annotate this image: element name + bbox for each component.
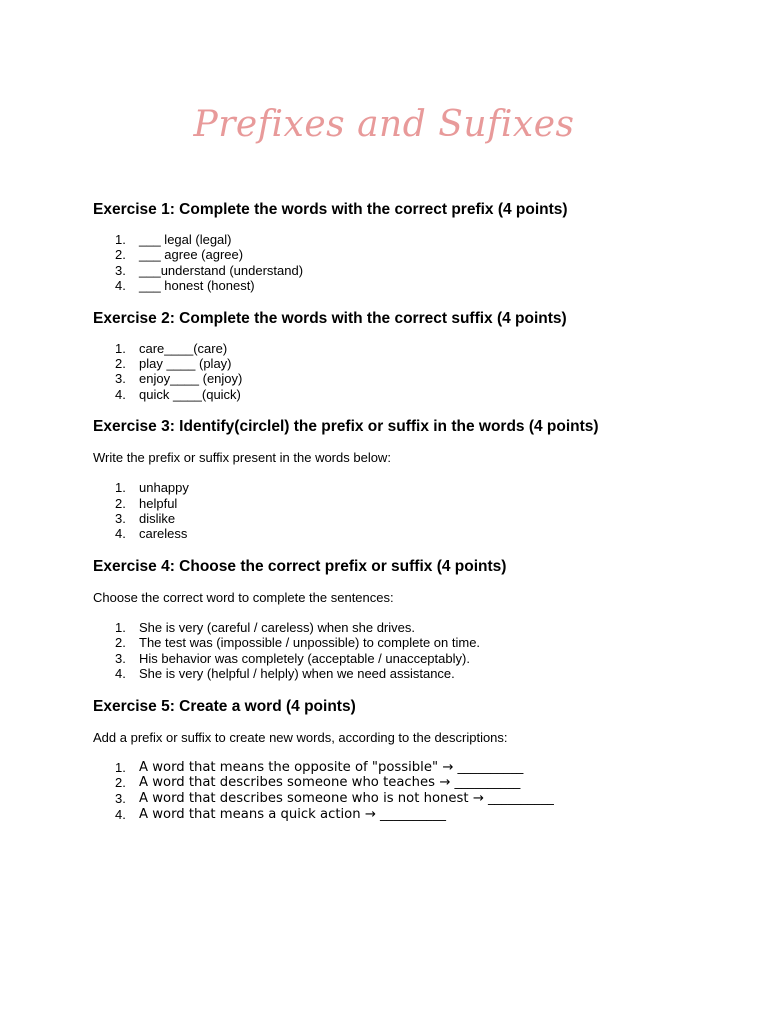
item-text: unhappy [139, 480, 189, 496]
worksheet-content [93, 199, 733, 823]
item-text: helpful [139, 495, 178, 511]
item-text: enjoy____ (enjoy) [139, 371, 243, 387]
list-item [93, 666, 733, 681]
item-text: A word that describes someone who teaches → __________ [139, 775, 521, 791]
list-item [93, 480, 733, 495]
item-text: She is very (helpful / helply) when we need assistance. [139, 666, 455, 682]
item-number: 1. [115, 759, 126, 775]
item-number: 3. [115, 371, 126, 387]
list-item [93, 263, 733, 278]
exercise-3-instructions: Write the prefix or suffix present in the words below: [93, 450, 391, 466]
list-item [93, 511, 733, 526]
exercise-2-heading: Exercise 2: Complete the words with the correct suffix (4 points) [93, 309, 567, 327]
item-number: 2. [115, 635, 126, 651]
exercise-4-list [93, 620, 733, 682]
item-text: careless [139, 526, 188, 542]
item-number: 2. [115, 247, 126, 263]
list-item [93, 232, 733, 247]
item-number: 2. [115, 775, 126, 791]
list-item [93, 496, 733, 511]
exercise-3-heading: Exercise 3: Identify(circlel) the prefix or suffix in the words (4 points) [93, 418, 599, 436]
item-number: 4. [115, 386, 126, 402]
item-text: His behavior was completely (acceptable / unacceptably). [139, 650, 470, 666]
item-number: 1. [115, 340, 126, 356]
item-text: ___ legal (legal) [139, 232, 232, 247]
exercise-4-heading: Exercise 4: Choose the correct prefix or suffix (4 points) [93, 557, 507, 575]
item-number: 3. [115, 650, 126, 666]
list-item [93, 620, 733, 635]
item-text: dislike [139, 511, 176, 527]
list-item [93, 526, 733, 541]
list-item [93, 760, 733, 776]
list-item [93, 807, 733, 823]
list-item [93, 278, 733, 293]
item-number: 3. [115, 262, 126, 278]
item-text: ___ honest (honest) [139, 278, 255, 294]
exercise-5-instructions: Add a prefix or suffix to create new words, according to the descriptions: [93, 729, 508, 745]
exercise-4-instructions: Choose the correct word to complete the sentences: [93, 589, 394, 605]
item-number: 2. [115, 356, 126, 372]
exercise-1-list [93, 232, 733, 294]
list-item [93, 371, 733, 386]
exercise-2-list [93, 341, 733, 403]
item-number: 4. [115, 666, 126, 682]
item-number: 4. [115, 526, 126, 542]
exercise-5 [93, 696, 733, 823]
item-number: 4. [115, 278, 126, 294]
item-number: 1. [115, 232, 126, 247]
list-item [93, 341, 733, 356]
item-text: A word that means the opposite of "possible" → __________ [139, 759, 524, 775]
item-text: ___ agree (agree) [139, 247, 244, 263]
list-item [93, 651, 733, 666]
exercise-3-list [93, 480, 733, 542]
list-item [93, 387, 733, 402]
item-number: 3. [115, 511, 126, 527]
item-number: 2. [115, 495, 126, 511]
list-item [93, 247, 733, 262]
exercise-1-heading: Exercise 1: Complete the words with the correct prefix (4 points) [93, 201, 568, 218]
exercise-4 [93, 556, 733, 682]
list-item [93, 356, 733, 371]
exercise-1 [93, 199, 733, 294]
exercise-5-list [93, 760, 733, 823]
item-text: play ____ (play) [139, 356, 232, 372]
list-item [93, 775, 733, 791]
exercise-3 [93, 416, 733, 542]
item-number: 3. [115, 791, 126, 807]
item-number: 1. [115, 480, 126, 496]
item-text: care____(care) [139, 340, 228, 356]
item-text: A word that describes someone who is not honest → __________ [139, 791, 554, 807]
item-text: quick ____(quick) [139, 386, 241, 402]
item-number: 4. [115, 806, 126, 822]
item-number: 1. [115, 619, 126, 635]
list-item [93, 635, 733, 650]
list-item [93, 791, 733, 807]
exercise-2 [93, 308, 733, 403]
item-text: ___understand (understand) [139, 262, 304, 278]
item-text: A word that means a quick action → __________ [139, 806, 446, 822]
item-text: She is very (careful / careless) when she drives. [139, 619, 415, 635]
item-text: The test was (impossible / unpossible) to complete on time. [139, 635, 481, 651]
exercise-5-heading: Exercise 5: Create a word (4 points) [93, 697, 356, 715]
page-title: Prefixes and Sufixes [193, 104, 575, 145]
